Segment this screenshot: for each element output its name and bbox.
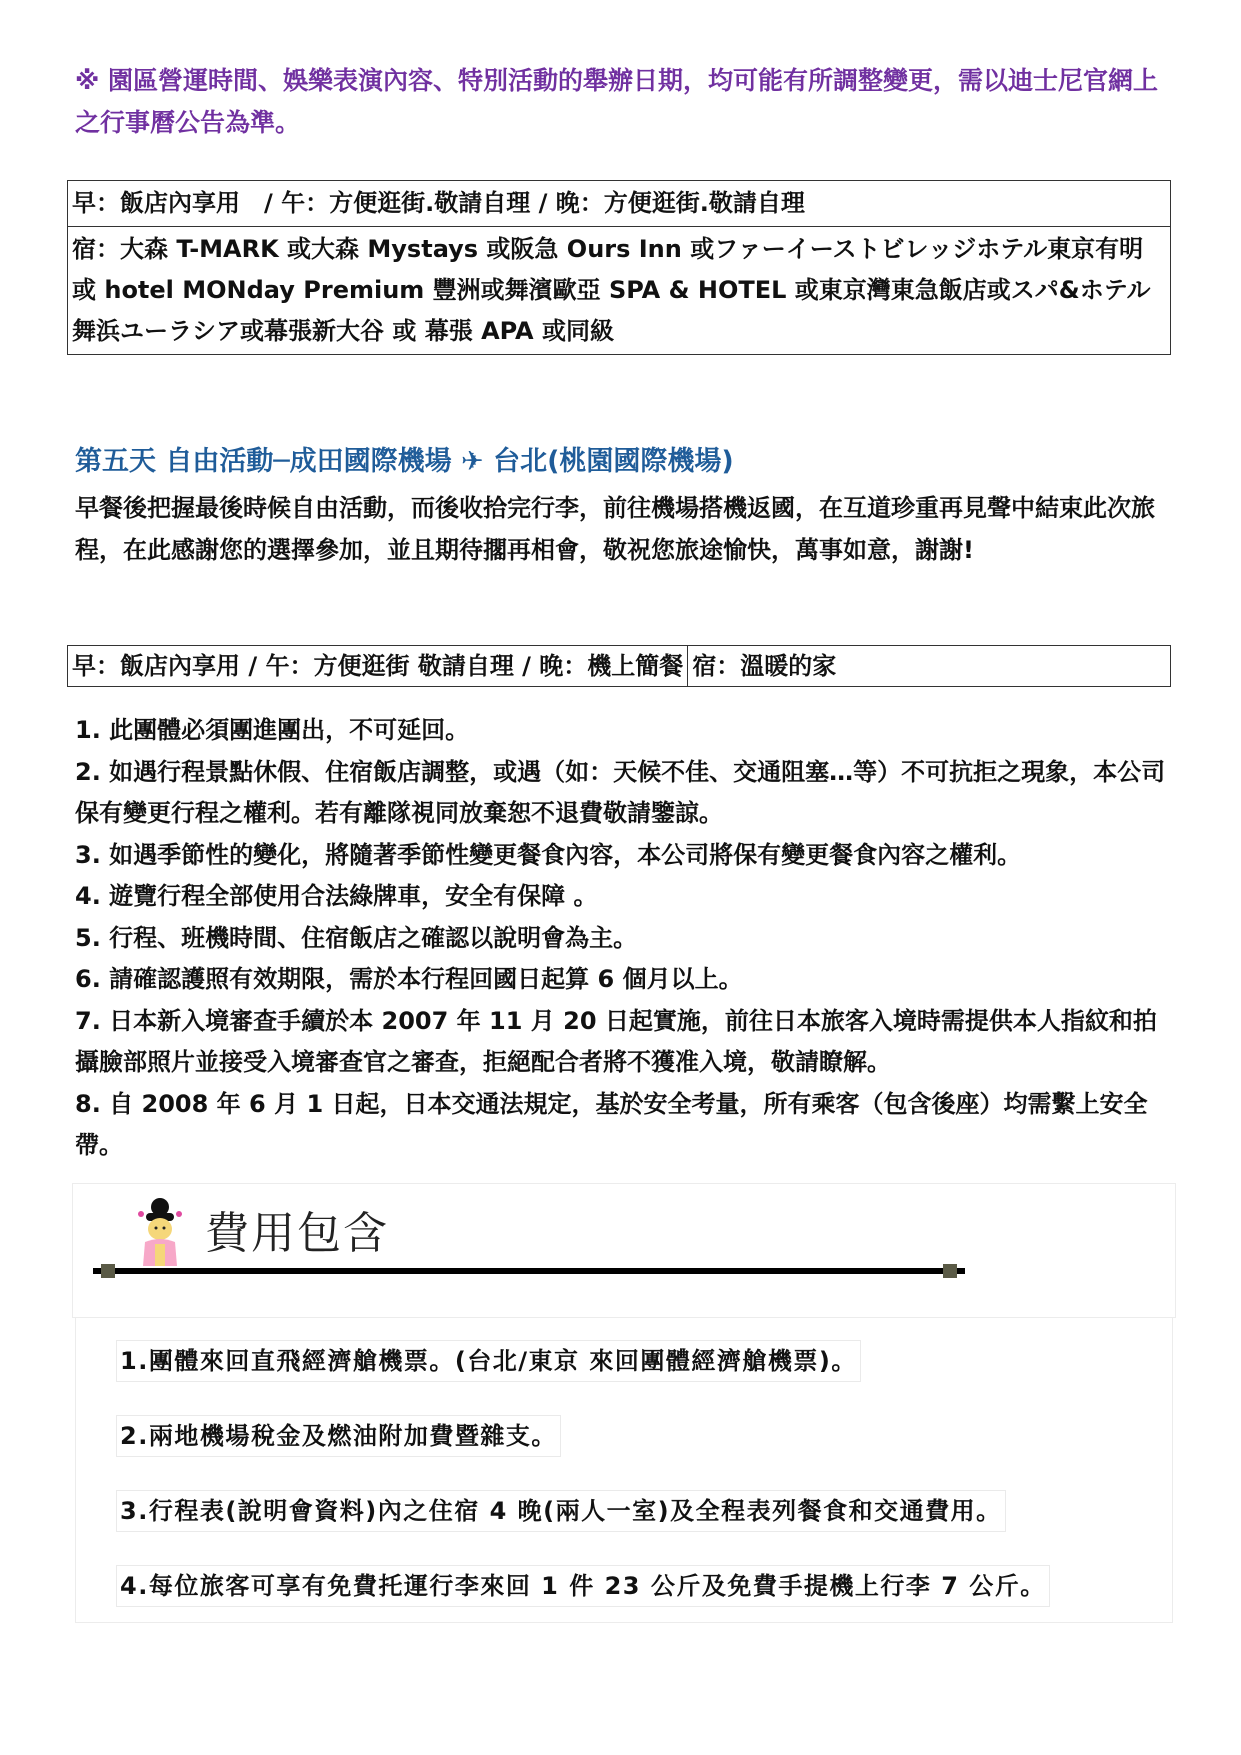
fee-section-title: 費用包含 [205, 1208, 389, 1259]
disney-schedule-notice: ※ 園區營運時間、娛樂表演內容、特別活動的舉辦日期，均可能有所調整變更，需以迪士尼官網上之行事曆公告為準。 [75, 66, 1159, 137]
fee-item: 2.兩地機場稅金及燃油附加費暨雜支。 [116, 1415, 561, 1457]
day4-hotel: 宿：大森 T-MARK 或大森 Mystays 或阪急 Ours Inn 或ファーイーストビレッジホテル東京有明或 hotel MONday Premium 豐洲或舞濱歐亞 SPA & HOTEL 或東京灣東急飯店或スパ&ホテル舞浜ユーラシア或幕張新大谷 或 幕張 APA 或同級 [68, 226, 1170, 354]
day5-hotel: 宿：溫暖的家 [687, 646, 1170, 686]
day5-description: 早餐後把握最後時候自由活動，而後收拾完行李，前往機場搭機返國，在互道珍重再見聲中結束此次旅程，在此感謝您的選擇參加，並且期待擱再相會，敬祝您旅途愉快，萬事如意，謝謝! [75, 494, 1155, 564]
day5-meal-hotel-table [67, 645, 1171, 687]
underline-right-cap [943, 1264, 957, 1278]
fee-item: 3.行程表(說明會資料)內之住宿 4 晚(兩人一室)及全程表列餐食和交通費用。 [116, 1490, 1006, 1532]
note-item: 3. 如遇季節性的變化，將隨著季節性變更餐食內容，本公司將保有變更餐食內容之權利。 [75, 840, 1022, 869]
fee-item: 1.團體來回直飛經濟艙機票。(台北/東京 來回團體經濟艙機票)。 [116, 1340, 861, 1382]
day5-meals: 早：飯店內享用 / 午：方便逛街 敬請自理 / 晚：機上簡餐 [72, 652, 684, 680]
geisha-figure-icon [137, 1196, 183, 1268]
day4-meal-hotel-table [67, 180, 1171, 355]
note-item: 2. 如遇行程景點休假、住宿飯店調整，或遇（如：天候不佳、交通阻塞…等）不可抗拒之現象，本公司保有變更行程之權利。若有離隊視同放棄恕不退費敬請鑒諒。 [75, 757, 1166, 827]
underline-left-cap [101, 1264, 115, 1278]
fee-item: 4.每位旅客可享有免費托運行李來回 1 件 23 公斤及免費手提機上行李 7 公斤。 [116, 1565, 1050, 1607]
fee-section-header [72, 1183, 1176, 1318]
note-item: 8. 自 2008 年 6 月 1 日起，日本交通法規定，基於安全考量，所有乘客（包含後座）均需繫上安全帶。 [75, 1089, 1148, 1159]
note-item: 6. 請確認護照有效期限，需於本行程回國日起算 6 個月以上。 [75, 965, 743, 993]
fee-items-panel [75, 1318, 1173, 1623]
note-item: 4. 遊覽行程全部使用合法綠牌車，安全有保障 。 [75, 882, 598, 910]
note-item: 5. 行程、班機時間、住宿飯店之確認以說明會為主。 [75, 923, 638, 952]
day4-meals: 早：飯店內享用 / 午：方便逛街.敬請自理 / 晚：方便逛街.敬請自理 [72, 189, 805, 217]
note-item: 7. 日本新入境審查手續於本 2007 年 11 月 20 日起實施，前往日本旅客入境時需提供本人指紋和拍攝臉部照片並接受入境審查官之審查，拒絕配合者將不獲准入境，敬請瞭解。 [75, 1006, 1157, 1076]
notes-list [75, 710, 1175, 1167]
fee-title-underline [93, 1268, 965, 1274]
day5-title: 第五天 自由活動─成田國際機場 ✈ 台北(桃園國際機場) [75, 446, 734, 477]
note-item: 1. 此團體必須團進團出，不可延回。 [75, 716, 470, 744]
